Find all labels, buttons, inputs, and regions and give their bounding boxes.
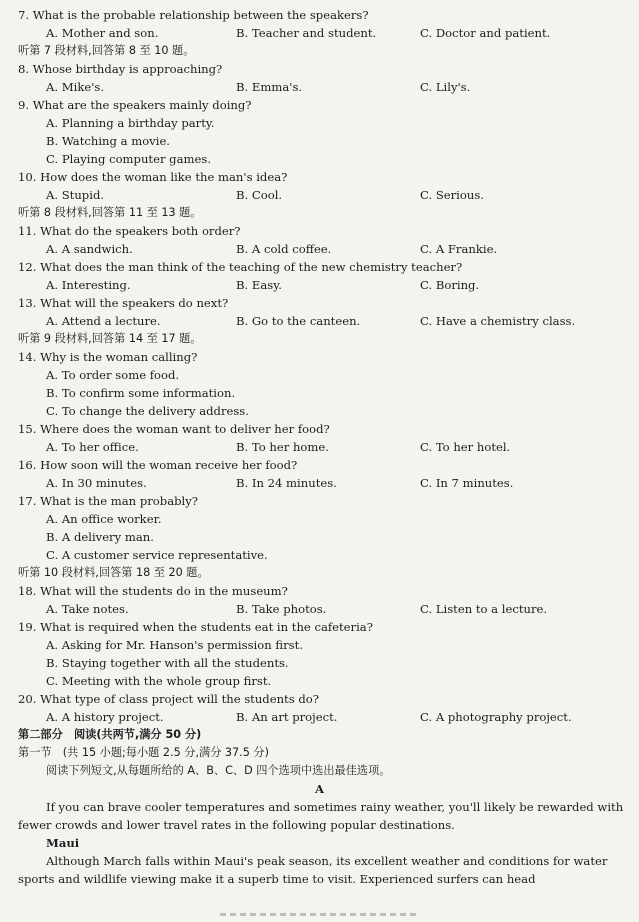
- passage-label: A: [315, 782, 324, 796]
- option-c: C. A customer service representative.: [46, 548, 268, 562]
- option-a: A. An office worker.: [46, 512, 162, 526]
- question-9-option-a-row: [0, 114, 639, 132]
- question-19-option-a-row: [0, 636, 639, 654]
- option-b: B. To confirm some information.: [46, 386, 236, 400]
- listening-instruction: 听第 8 段材料,回答第 11 至 13 题。: [18, 206, 202, 219]
- option-a: A. A history project.: [46, 710, 164, 724]
- option-a: A. In 30 minutes.: [46, 476, 147, 490]
- question-16-options: [0, 474, 639, 492]
- option-b: B. Cool.: [236, 188, 283, 202]
- question-9-option-c-row: [0, 150, 639, 168]
- option-c: C. In 7 minutes.: [420, 476, 514, 490]
- question-8-options: [0, 78, 639, 96]
- passage-paragraph-1: If you can brave cooler temperatures and sometimes rainy weather, you'll likely be rewarded with fewer crowds and lower travel rates in the following popular destinations.: [18, 800, 624, 832]
- question-19-option-b-row: [0, 654, 639, 672]
- option-b: B. Take photos.: [236, 602, 327, 616]
- option-c: C. Boring.: [420, 278, 480, 292]
- question-7-options: [0, 24, 639, 42]
- question-8-stem: 8. Whose birthday is approaching?: [18, 62, 223, 76]
- question-18-options: [0, 600, 639, 618]
- question-12-options: [0, 276, 639, 294]
- option-b: B. An art project.: [236, 710, 338, 724]
- option-c: C. Lily's.: [420, 80, 471, 94]
- option-b: B. Teacher and student.: [236, 26, 377, 40]
- option-a: A. To order some food.: [46, 368, 180, 382]
- question-20-stem: 20. What type of class project will the students do?: [18, 692, 319, 706]
- reading-directions: 阅读下列短文,从每题所给的 A、B、C、D 四个选项中选出最佳选项。: [46, 764, 391, 777]
- question-13-options: [0, 312, 639, 330]
- question-14-stem: 14. Why is the woman calling?: [18, 350, 198, 364]
- option-a: A. Planning a birthday party.: [46, 116, 215, 130]
- option-b: B. Emma's.: [236, 80, 303, 94]
- option-b: B. A delivery man.: [46, 530, 154, 544]
- option-a: A. Take notes.: [46, 602, 129, 616]
- question-12-stem: 12. What does the man think of the teaching of the new chemistry teacher?: [18, 260, 463, 274]
- question-17-stem: 17. What is the man probably?: [18, 494, 199, 508]
- option-c: C. Listen to a lecture.: [420, 602, 548, 616]
- section-heading: 第一节 (共 15 小题;每小题 2.5 分,满分 37.5 分): [18, 746, 269, 759]
- option-c: C. Meeting with the whole group first.: [46, 674, 272, 688]
- question-19-option-c-row: [0, 672, 639, 690]
- question-15-stem: 15. Where does the woman want to deliver her food?: [18, 422, 330, 436]
- question-17-option-b-row: [0, 528, 639, 546]
- question-9-option-b-row: [0, 132, 639, 150]
- option-a: A. To her office.: [46, 440, 139, 454]
- question-15-options: [0, 438, 639, 456]
- listening-instruction: 听第 9 段材料,回答第 14 至 17 题。: [18, 332, 202, 345]
- option-c: C. A Frankie.: [420, 242, 498, 256]
- option-c: C. Doctor and patient.: [420, 26, 551, 40]
- option-c: C. To change the delivery address.: [46, 404, 249, 418]
- option-b: B. Go to the canteen.: [236, 314, 361, 328]
- question-18-stem: 18. What will the students do in the museum?: [18, 584, 288, 598]
- option-a: A. Mother and son.: [46, 26, 159, 40]
- question-10-options: [0, 186, 639, 204]
- option-c: C. Serious.: [420, 188, 484, 202]
- option-a: A. Interesting.: [46, 278, 131, 292]
- part-heading: 第二部分 阅读(共两节,满分 50 分): [18, 728, 202, 741]
- option-b: B. In 24 minutes.: [236, 476, 337, 490]
- option-b: B. Staying together with all the students.: [46, 656, 289, 670]
- option-c: C. A photography project.: [420, 710, 572, 724]
- question-9-stem: 9. What are the speakers mainly doing?: [18, 98, 252, 112]
- option-c: C. Have a chemistry class.: [420, 314, 576, 328]
- listening-instruction: 听第 10 段材料,回答第 18 至 20 题。: [18, 566, 209, 579]
- question-14-option-a-row: [0, 366, 639, 384]
- question-16-stem: 16. How soon will the woman receive her food?: [18, 458, 298, 472]
- question-13-stem: 13. What will the speakers do next?: [18, 296, 229, 310]
- question-17-option-c-row: [0, 546, 639, 564]
- option-a: A. Stupid.: [46, 188, 105, 202]
- passage-paragraph-2: Although March falls within Maui's peak season, its excellent weather and conditions for water sports and wildlife viewing make it a superb time to visit. Experienced surfers can head: [18, 854, 608, 886]
- question-11-options: [0, 240, 639, 258]
- question-10-stem: 10. How does the woman like the man's idea?: [18, 170, 288, 184]
- page-footer-mark: [220, 913, 420, 916]
- option-c: C. To her hotel.: [420, 440, 511, 454]
- option-b: B. Watching a movie.: [46, 134, 170, 148]
- option-b: B. Easy.: [236, 278, 282, 292]
- option-b: B. To her home.: [236, 440, 329, 454]
- listening-instruction: 听第 7 段材料,回答第 8 至 10 题。: [18, 44, 195, 57]
- question-11-stem: 11. What do the speakers both order?: [18, 224, 241, 238]
- option-a: A. Mike's.: [46, 80, 105, 94]
- destination-heading: Maui: [46, 836, 80, 850]
- question-7-stem: 7. What is the probable relationship between the speakers?: [18, 8, 369, 22]
- question-17-option-a-row: [0, 510, 639, 528]
- question-14-option-b-row: [0, 384, 639, 402]
- option-c: C. Playing computer games.: [46, 152, 212, 166]
- question-19-stem: 19. What is required when the students eat in the cafeteria?: [18, 620, 373, 634]
- question-20-options: [0, 708, 639, 726]
- option-a: A. A sandwich.: [46, 242, 133, 256]
- question-14-option-c-row: [0, 402, 639, 420]
- option-a: A. Asking for Mr. Hanson's permission first.: [46, 638, 303, 652]
- option-b: B. A cold coffee.: [236, 242, 332, 256]
- option-a: A. Attend a lecture.: [46, 314, 161, 328]
